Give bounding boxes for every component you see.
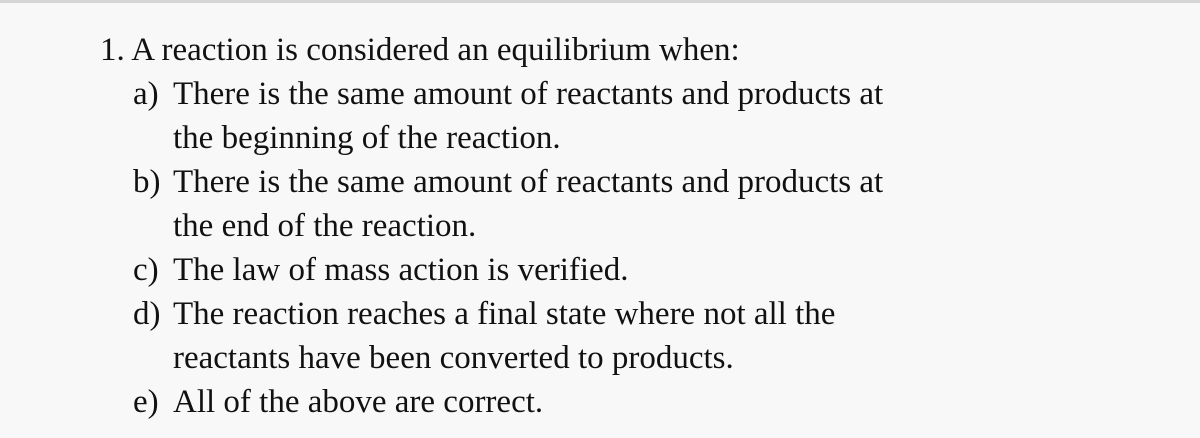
option-text: The law of mass action is verified. (173, 252, 629, 288)
option-text: There is the same amount of reactants and products at (173, 164, 884, 200)
option-letter: e) (133, 384, 159, 420)
option-letter: b) (133, 164, 161, 200)
top-divider (0, 0, 1200, 3)
question-block (100, 28, 1180, 424)
option-e[interactable] (100, 380, 1180, 424)
option-letter: a) (133, 76, 159, 112)
option-letter: d) (133, 296, 161, 332)
option-text-continued: the end of the reaction. (173, 208, 477, 244)
option-b[interactable] (100, 160, 1180, 248)
option-text: The reaction reaches a final state where not all the (173, 296, 836, 332)
question-text: A reaction is considered an equilibrium when: (131, 32, 740, 68)
option-letter: c) (133, 252, 159, 288)
option-text-continued: reactants have been converted to products. (173, 340, 734, 376)
option-text-continued: the beginning of the reaction. (173, 120, 561, 156)
question-stem (100, 28, 1180, 72)
option-text: All of the above are correct. (173, 384, 544, 420)
option-c[interactable] (100, 248, 1180, 292)
option-d[interactable] (100, 292, 1180, 380)
question-number: 1. (100, 32, 125, 68)
option-a[interactable] (100, 72, 1180, 160)
answer-options (100, 72, 1180, 424)
option-text: There is the same amount of reactants and products at (173, 76, 884, 112)
